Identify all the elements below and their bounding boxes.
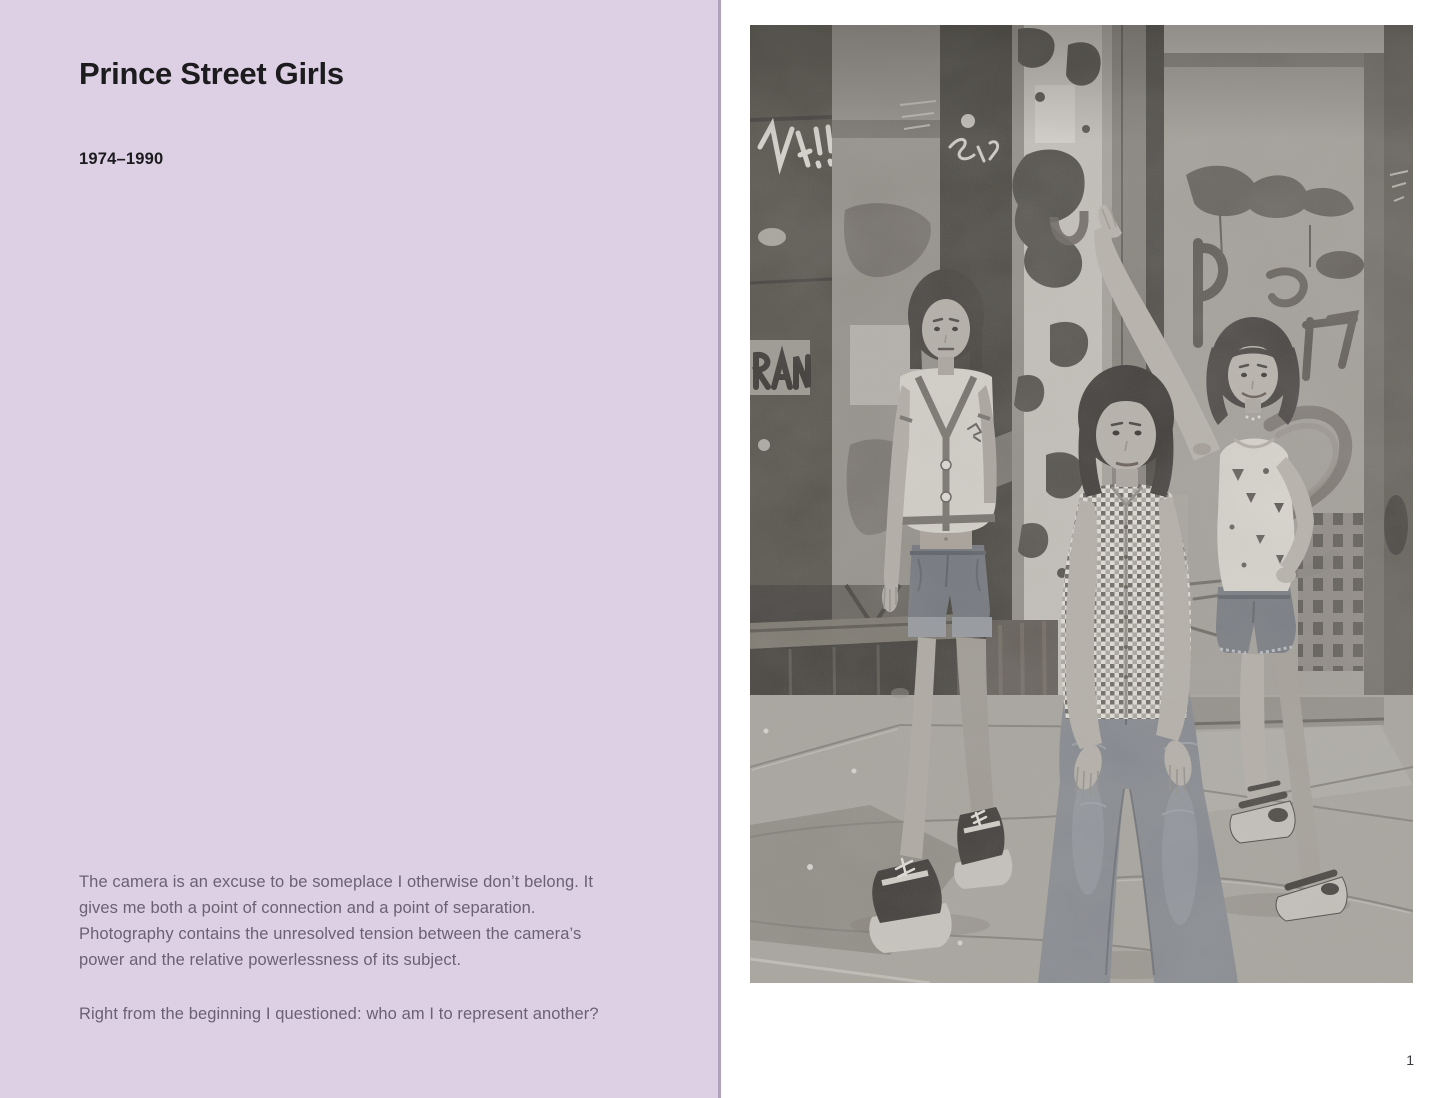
left-page (0, 0, 718, 1098)
artist-statement (79, 869, 624, 1027)
photo-top-shade (750, 25, 1413, 983)
statement-paragraph: The camera is an excuse to be someplace I otherwise don’t belong. It gives me both a point of connection and a point of separation. Photography contains the unresolved tension between the camera’s power and the relative powerlessness of its subject. (79, 873, 593, 969)
date-range: 1974–1990 (79, 150, 164, 168)
question-paragraph: Right from the beginning I questioned: who am I to represent another? (79, 1005, 599, 1023)
page-title: Prince Street Girls (79, 56, 344, 91)
photograph (750, 25, 1413, 983)
street-photograph (750, 25, 1413, 983)
page-number: 1 (1406, 1052, 1414, 1068)
